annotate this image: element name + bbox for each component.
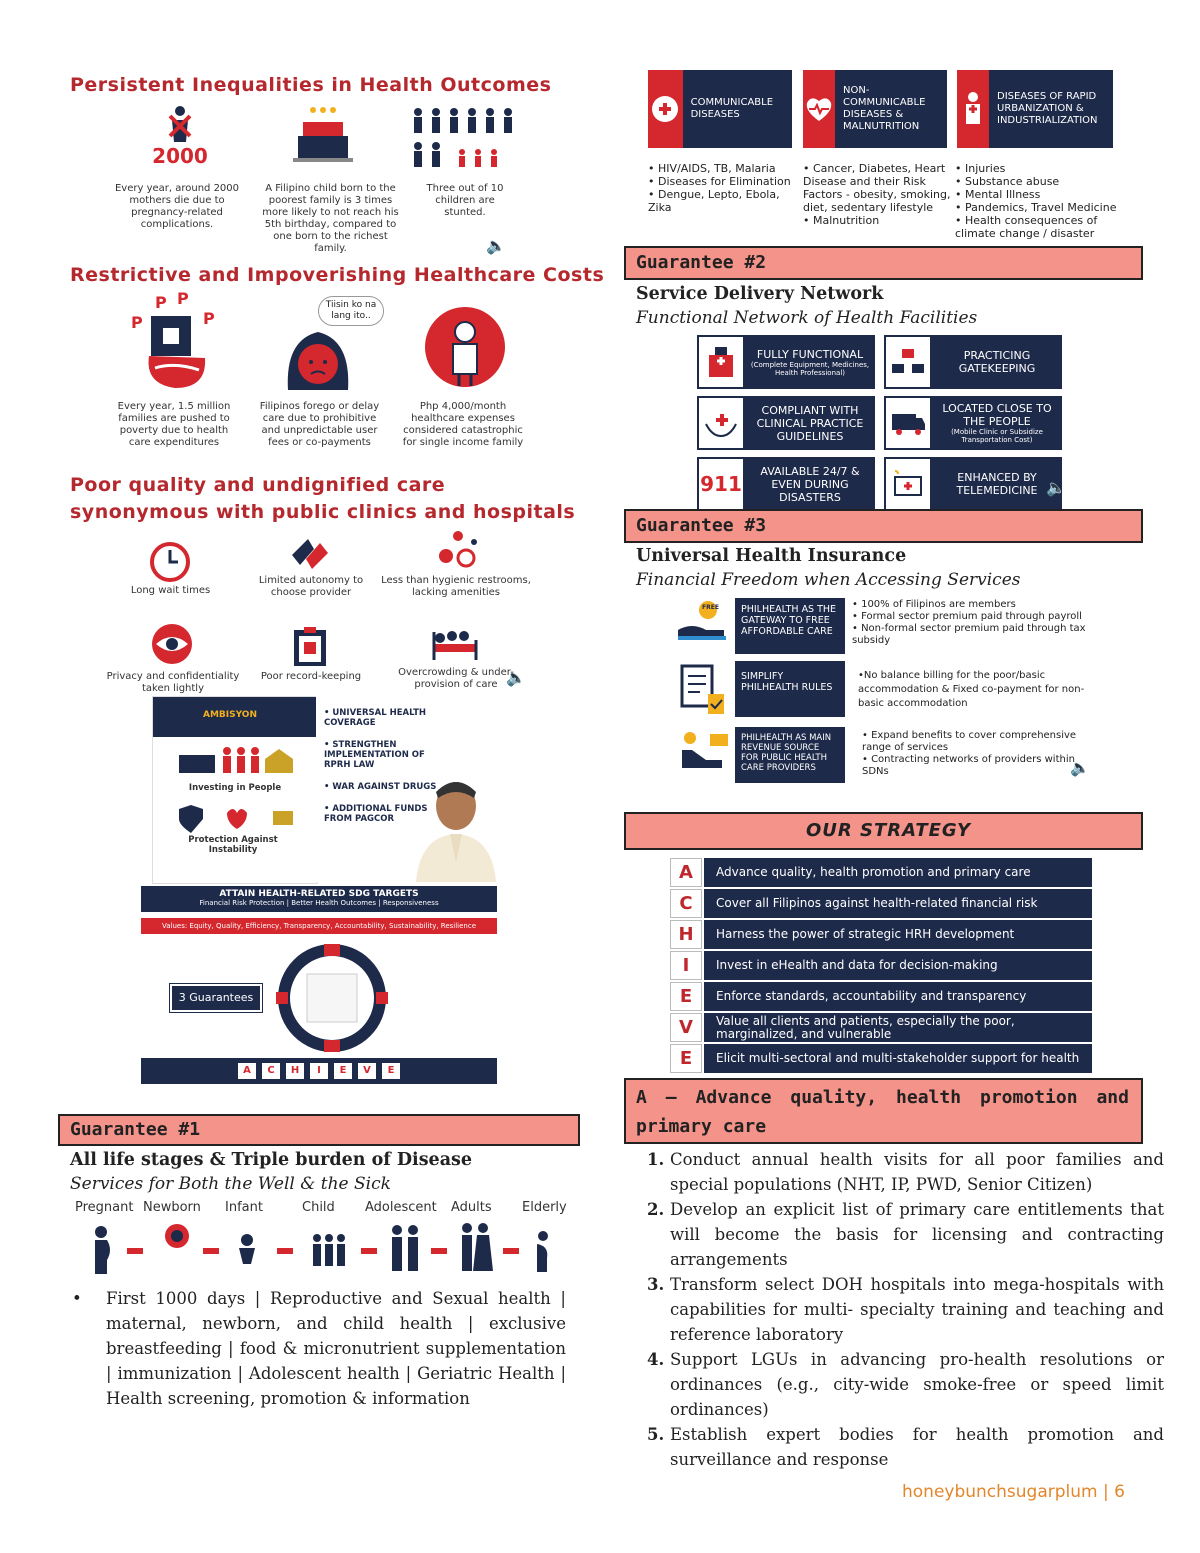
bullet-dot-icon: • <box>72 1289 82 1308</box>
inequality-item-1: Every year, around 2000 mothers die due to pregnancy-related complications. <box>114 183 240 230</box>
sdg-bar <box>141 886 497 912</box>
ambisyon-point-3: WAR AGAINST DRUGS <box>332 782 437 792</box>
strategy-letter-3: H <box>670 920 702 949</box>
clipboard-icon <box>290 626 330 672</box>
cat3-item-1: • Injuries <box>955 162 1125 175</box>
sdn-sub-1: (Complete Equipment, Medicines, Health Professional) <box>750 360 870 377</box>
achieve-letter-e: E <box>334 1063 352 1079</box>
ph-point-1-3: Non-formal sector premium paid through tax subsidy <box>852 623 1086 646</box>
cat1-item-2: • Diseases for Elimination <box>648 175 798 188</box>
strategy-row-i <box>670 951 1092 980</box>
sdn-sub-4: (Mobile Clinic or Subsidize Transportation Cost) <box>951 428 1043 444</box>
cat2-item-1: • Cancer, Diabetes, Heart Disease and their Risk Factors - obesity, smoking, diet, sedentary lifestyle <box>803 162 953 214</box>
speech-bubble: Tiisin ko na lang ito.. <box>318 296 384 326</box>
cat3-item-4: • Pandemics, Travel Medicine <box>955 201 1125 214</box>
official-photo <box>416 772 496 886</box>
ph-point-2-1: No balance billing for the poor/basic accommodation & Fixed co-payment for non-basic accommodation <box>858 670 1085 709</box>
guarantee1-bullet: First 1000 days | Reproductive and Sexual health | maternal, newborn, and child health | exclusive breastfeeding | food & micronutrient supplementation | immunization | Adolescent health | Geriatric Health | Health screening, promotion & information <box>106 1289 566 1408</box>
achieve-letter-a: A <box>238 1063 256 1079</box>
guarantee3-title: Universal Health Insurance <box>636 546 907 566</box>
strategy-row-e <box>670 982 1092 1011</box>
children-icon <box>410 106 520 178</box>
speaker-icon-4[interactable]: 🔈 <box>1070 758 1090 777</box>
guarantees-circle <box>272 942 392 1062</box>
category-label-2: NON-COMMUNICABLE DISEASES & MALNUTRITION <box>843 85 926 132</box>
eye-icon <box>150 622 194 670</box>
protection-label: Protection Against Instability <box>188 835 278 855</box>
a-item-4: 4. Support LGUs in advancing pro-health resolutions or ordinances (e.g., city-wide smoke-free or speed limit ordinances) <box>670 1347 1164 1422</box>
cat2-item-2: • Malnutrition <box>803 214 953 227</box>
stage-elderly: Elderly <box>522 1200 567 1215</box>
sdn-label-2: PRACTICING GATEKEEPING <box>958 349 1036 375</box>
cat3-item-2: • Substance abuse <box>955 175 1125 188</box>
a-section-list <box>634 1147 1164 1472</box>
strategy-row-a <box>670 858 1092 887</box>
life-stages-icon <box>85 1222 565 1282</box>
beds-icon <box>430 620 480 668</box>
ph-point-3-2: Contracting networks of providers within SDNs <box>862 754 1075 777</box>
money-hand-icon <box>680 730 732 780</box>
hospital-icon <box>699 337 743 387</box>
ph-point-1-1: 100% of Filipinos are members <box>861 599 1016 610</box>
guarantee3-subtitle: Financial Freedom when Accessing Services <box>636 570 1021 590</box>
svg-text:P: P <box>203 309 215 328</box>
ambisyon-panel <box>152 696 318 884</box>
ph-list-3: • Expand benefits to cover comprehensive range of services • Contracting networks of providers within SDNs <box>862 730 1077 777</box>
ambisyon-header <box>153 697 317 737</box>
cat1-item-1: • HIV/AIDS, TB, Malaria <box>648 162 798 175</box>
achieve-letter-v: V <box>358 1063 376 1079</box>
heart-icon <box>803 70 835 148</box>
achieve-letter-i: I <box>310 1063 328 1079</box>
guarantee1-subtitle: Services for Both the Well & the Sick <box>70 1174 391 1194</box>
category-ncd <box>803 70 947 148</box>
svg-text:P: P <box>131 313 143 332</box>
svg-text:P: P <box>155 293 167 312</box>
sdn-label-1: FULLY FUNCTIONAL <box>756 347 864 361</box>
a-item-2: 2. Develop an explicit list of primary care entitlements that will become the basis for licensing and contracting arrangements <box>670 1197 1164 1272</box>
stage-infant: Infant <box>225 1200 263 1215</box>
quality-item-4: Privacy and confidentiality taken lightly <box>106 671 240 694</box>
hands-cross-icon <box>699 398 743 448</box>
strategy-letter-2: C <box>670 889 702 918</box>
speaker-icon-3[interactable]: 🔈 <box>1046 478 1066 497</box>
sdn-compliant <box>697 396 875 450</box>
stage-adults: Adults <box>451 1200 492 1215</box>
document-check-icon <box>680 664 728 720</box>
people-houses-icon <box>179 745 295 781</box>
sdn-label-4: LOCATED CLOSE TO THE PEOPLE <box>942 402 1052 428</box>
guarantee1-title: All life stages & Triple burden of Disease <box>70 1150 473 1170</box>
inequality-item-2: A Filipino child born to the poorest family is 3 times more likely to not reach his 5th birthday, compared to one born to the richest family. <box>262 183 399 254</box>
cat3-item-5: • Health consequences of climate change / disaster <box>955 214 1125 240</box>
quality-heading: Poor quality and undignified care synonymous with public clinics and hospitals <box>70 474 576 523</box>
stage-adolescent: Adolescent <box>365 1200 437 1215</box>
ambisyon-points: • UNIVERSAL HEALTH COVERAGE • STRENGTHEN IMPLEMENTATION OF RPRH LAW • WAR AGAINST DRUGS • ADDITIONAL FUNDS FROM PAGCOR <box>316 696 496 882</box>
strategy-letter-6: V <box>670 1013 702 1042</box>
quality-item-1: Long wait times <box>130 585 211 596</box>
ph-list-1: • 100% of Filipinos are members • Formal sector premium paid through payroll • Non-formal sector premium paid through tax subsidy <box>852 599 1086 646</box>
cat3-item-3: • Mental Illness <box>955 188 1125 201</box>
a-item-5: 5. Establish expert bodies for health promotion and surveillance and response <box>670 1422 1164 1472</box>
guarantee2-title: Service Delivery Network <box>636 284 884 304</box>
achieve-letter-c: C <box>262 1063 280 1079</box>
category-label-3: DISEASES OF RAPID URBANIZATION & INDUSTRIALIZATION <box>997 91 1098 126</box>
achieve-letter-e2: E <box>382 1063 400 1079</box>
strategy-text-6: Value all clients and patients, especially the poor, marginalized, and vulnerable <box>704 1013 1092 1042</box>
quality-item-6: Overcrowding & under-provision of care <box>398 667 514 690</box>
quality-item-3: Less than hygienic restrooms, lacking amenities <box>381 575 531 598</box>
quality-item-5: Poor record-keeping <box>260 671 362 682</box>
guarantee3-bar: Guarantee #3 <box>624 509 1143 543</box>
strategy-text-1: Advance quality, health promotion and primary care <box>704 858 1092 887</box>
ambulance-icon <box>886 398 930 448</box>
quality-item-2: Limited autonomy to choose provider <box>258 575 364 598</box>
sdg-sub: Financial Risk Protection | Better Health Outcomes | Responsiveness <box>199 899 439 907</box>
sdn-label-5: AVAILABLE 24/7 & EVEN DURING DISASTERS <box>760 464 860 504</box>
achieve-letter-h: H <box>286 1063 304 1079</box>
strategy-row-h <box>670 920 1092 949</box>
stage-newborn: Newborn <box>143 1200 201 1215</box>
strategy-letter-1: A <box>670 858 702 887</box>
strategy-text-2: Cover all Filipinos against health-related financial risk <box>704 889 1092 918</box>
shield-heart-icon <box>177 805 297 837</box>
investing-label: Investing in People <box>188 783 282 793</box>
worried-face-icon <box>283 326 353 398</box>
category-label-1: COMMUNICABLE DISEASES <box>690 97 774 120</box>
speaker-icon[interactable]: 🔈 <box>486 236 506 255</box>
ph-point-3-1: Expand benefits to cover comprehensive range of services <box>862 730 1077 753</box>
emergency-911-icon: 911 <box>699 459 743 509</box>
big-number: 2000 <box>152 144 208 168</box>
sdn-fully-functional <box>697 335 875 389</box>
speaker-icon-2[interactable]: 🔈 <box>506 668 526 687</box>
strategy-bar: OUR STRATEGY <box>624 812 1143 850</box>
strategy-text-5: Enforce standards, accountability and transparency <box>704 982 1092 1011</box>
guarantee2-subtitle: Functional Network of Health Facilities <box>636 308 978 328</box>
strategy-text-7: Elicit multi-sectoral and multi-stakeholder support for health <box>704 1044 1092 1073</box>
guarantees-label: 3 Guarantees <box>170 984 262 1012</box>
clock-icon <box>148 540 192 588</box>
ambisyon-point-4: ADDITIONAL FUNDS FROM PAGCOR <box>324 804 428 824</box>
sdn-label-6: ENHANCED BY TELEMEDICINE <box>956 471 1038 497</box>
cat1-item-3: • Dengue, Lepto, Ebola, Zika <box>648 188 798 214</box>
footer-credit: honeybunchsugarplum | 6 <box>902 1482 1125 1502</box>
guarantee1-bar: Guarantee #1 <box>58 1114 580 1146</box>
germs-icon <box>432 528 480 576</box>
hospital-hand-icon <box>125 292 225 396</box>
sdn-located-close <box>884 396 1062 450</box>
ph-box-3: PHILHEALTH AS MAIN REVENUE SOURCE FOR PUBLIC HEALTH CARE PROVIDERS <box>735 727 845 783</box>
stage-child: Child <box>302 1200 335 1215</box>
category-urbanization <box>957 70 1113 148</box>
achieve-strip <box>141 1058 497 1084</box>
cost-item-3: Php 4,000/month healthcare expenses considered catastrophic for single income family <box>402 401 524 448</box>
costs-heading: Restrictive and Impoverishing Healthcare Costs <box>70 264 605 286</box>
guarantee2-bar: Guarantee #2 <box>624 246 1143 280</box>
person-money-icon <box>425 302 505 396</box>
guarantee1-bullet-block <box>70 1286 566 1411</box>
sdg-title: ATTAIN HEALTH-RELATED SDG TARGETS <box>219 889 419 899</box>
ph-box-2: SIMPLIFY PHILHEALTH RULES <box>735 661 845 717</box>
sdn-gatekeeping <box>884 335 1062 389</box>
cost-item-1: Every year, 1.5 million families are pushed to poverty due to health care expenditures <box>117 401 231 448</box>
cost-item-2: Filipinos forego or delay care due to prohibitive and unpredictable user fees or co-payments <box>259 401 380 448</box>
values-bar: Values: Equity, Quality, Efficiency, Transparency, Accountability, Sustainability, Resilience <box>141 918 497 934</box>
strategy-row-c <box>670 889 1092 918</box>
inequalities-heading: Persistent Inequalities in Health Outcomes <box>70 74 552 96</box>
free-tag: FREE <box>702 604 719 611</box>
injured-person-icon <box>957 70 989 148</box>
strategy-letter-5: E <box>670 982 702 1011</box>
ph-list-2: •No balance billing for the poor/basic accommodation & Fixed co-payment for non-basic accommodation <box>858 670 1085 709</box>
strategy-row-e2 <box>670 1044 1092 1073</box>
telemedicine-icon <box>886 459 930 509</box>
sdn-available <box>697 457 875 511</box>
ambisyon-point-2: STRENGTHEN IMPLEMENTATION OF RPRH LAW <box>324 740 425 770</box>
ambulance-cluster-icon <box>886 337 930 387</box>
sdn-telemedicine <box>884 457 1062 511</box>
strategy-letter-7: E <box>670 1044 702 1073</box>
a-section-bar: A – Advance quality, health promotion and primary care <box>624 1078 1143 1144</box>
sdn-label-3: COMPLIANT WITH CLINICAL PRACTICE GUIDELINES <box>756 403 864 443</box>
stage-pregnant: Pregnant <box>75 1200 134 1215</box>
category-communicable <box>648 70 792 148</box>
strategy-row-v <box>670 1013 1092 1042</box>
category-list-1 <box>648 162 798 214</box>
cake-icon <box>285 104 360 166</box>
strategy-text-4: Invest in eHealth and data for decision-making <box>704 951 1092 980</box>
communicable-icon <box>648 70 683 148</box>
hands-icon <box>290 535 330 577</box>
ambisyon-logo: AMBISYON <box>203 710 257 720</box>
pregnant-woman-icon <box>150 104 210 144</box>
ph-box-1: PHILHEALTH AS THE GATEWAY TO FREE AFFORDABLE CARE <box>735 598 845 654</box>
a-item-3: 3. Transform select DOH hospitals into mega-hospitals with capabilities for multi- specialty training and teaching and reference laboratory <box>670 1272 1164 1347</box>
category-list-2 <box>803 162 953 227</box>
strategy-text-3: Harness the power of strategic HRH development <box>704 920 1092 949</box>
ph-point-1-2: Formal sector premium paid through payroll <box>861 611 1082 622</box>
ambisyon-point-1: UNIVERSAL HEALTH COVERAGE <box>324 708 427 728</box>
inequality-item-3: Three out of 10 children are stunted. <box>426 183 504 218</box>
svg-text:P: P <box>177 292 189 308</box>
category-list-3 <box>955 162 1125 240</box>
a-item-1: 1. Conduct annual health visits for all poor families and special populations (NHT, IP, PWD, Senior Citizen) <box>670 1147 1164 1197</box>
strategy-letter-4: I <box>670 951 702 980</box>
